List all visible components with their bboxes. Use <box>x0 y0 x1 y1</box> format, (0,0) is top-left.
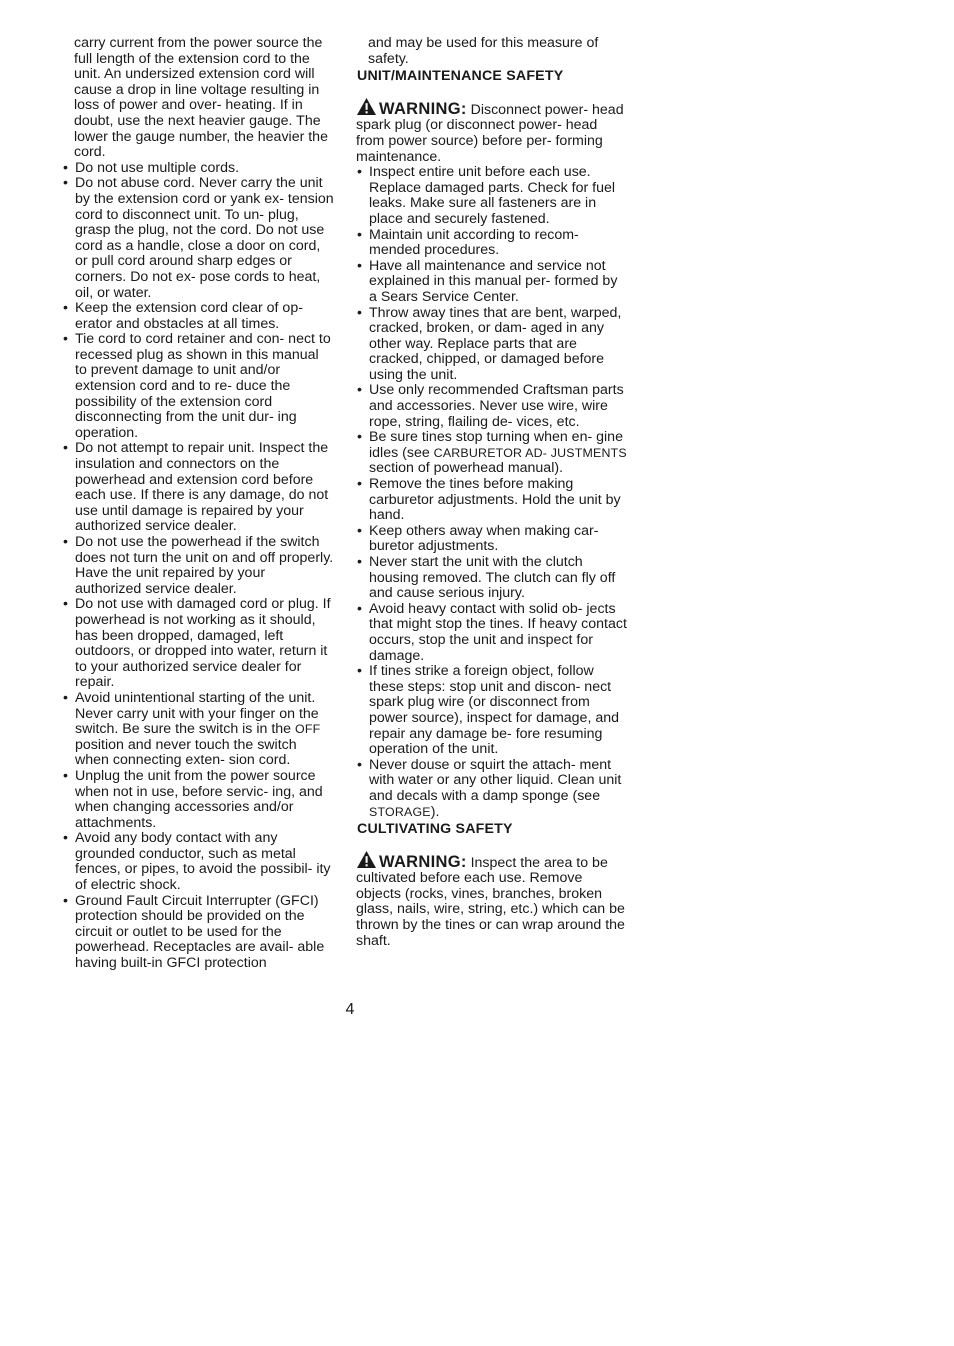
electrical-safety-list <box>62 161 334 972</box>
list-item: • Avoid any body contact with any grounded conductor, such as metal fences, or pipes, to avoid the possibil- ity of electric shock. <box>62 831 334 893</box>
list-item: • Do not attempt to repair unit. Inspect the insulation and connectors on the powerhead and extension cord before each use. If there is any damage, do not use until damage is repaired by your authorized service dealer. <box>62 441 334 535</box>
list-item: • Use only recommended Craftsman parts and accessories. Never use wire, wire rope, string, flailing de- vices, etc. <box>356 383 628 430</box>
list-item: • Keep the extension cord clear of op- erator and obstacles at all times. <box>62 301 334 332</box>
cultivating-warning <box>356 850 628 950</box>
text-run: ). <box>430 803 440 820</box>
list-item: • Do not use multiple cords. <box>62 161 334 177</box>
warning-label: WARNING: <box>379 852 467 871</box>
list-item: • Remove the tines before making carburetor adjustments. Hold the unit by hand. <box>356 477 628 524</box>
text-run: Be sure tines stop turning when en- gine idles (see <box>369 429 623 461</box>
text-run: Avoid unintentional starting of the unit. Never carry unit with your finger on the switch. Be sure the switch is in the <box>75 689 319 738</box>
list-item: • Throw away tines that are bent, warped, cracked, broken, or dam- aged in any other way. Replace parts that are cracked, chipped, or damaged before using the unit. <box>356 306 628 384</box>
list-item <box>62 691 334 769</box>
carburetor-adjustments-ref: CARBURETOR AD- JUSTMENTS <box>433 445 627 460</box>
left-column <box>62 36 334 972</box>
warning-text: Inspect the area to be cultivated before each use. Remove objects (rocks, vines, branches, broken glass, nails, wire, string, etc.) which can be thrown by the tines or can wrap around the shaft. <box>356 854 625 949</box>
list-item: • Do not use with damaged cord or plug. If powerhead is not working as it should, has been dropped, damaged, left outdoors, or dropped into water, return it to your authorized service dealer for repair. <box>62 597 334 691</box>
list-item: • Never start the unit with the clutch housing removed. The clutch can fly off and cause serious injury. <box>356 555 628 602</box>
list-item: • Maintain unit according to recom- mended procedures. <box>356 228 628 259</box>
text-run: Never douse or squirt the attach- ment with water or any other liquid. Clean unit and decals with a damp sponge (see <box>369 756 622 804</box>
storage-ref: STORAGE <box>369 804 431 819</box>
list-item: • Do not abuse cord. Never carry the unit by the extension cord or yank ex- tension cord to disconnect unit. To un- plug, grasp the plug, not the cord. Do not use cord as a handle, close a door on cord, or pull cord around sharp edges or corners. Do not ex- pose cords to heat, oil, or water. <box>62 176 334 301</box>
warning-label: WARNING: <box>379 99 467 118</box>
list-item: • Unplug the unit from the power source when not in use, before servic- ing, and when changing accessories and/or attachments. <box>62 769 334 831</box>
list-item: • Keep others away when making car- buretor adjustments. <box>356 524 628 555</box>
list-item: • Tie cord to cord retainer and con- nect to recessed plug as shown in this manual to prevent damage to unit and/or extension cord and to re- duce the possibility of the extension cord disconnecting from the unit dur- ing operation. <box>62 332 334 441</box>
list-item: • Do not use the powerhead if the switch does not turn the unit on and off properly. Have the unit repaired by your authorized service dealer. <box>62 535 334 597</box>
warning-triangle-icon <box>356 850 377 869</box>
text-run: section of powerhead manual). <box>369 460 564 477</box>
unit-maintenance-heading: UNIT/MAINTENANCE SAFETY <box>357 68 564 85</box>
off-position-term: OFF <box>295 722 321 737</box>
warning-triangle-icon <box>356 97 377 116</box>
list-item: • Inspect entire unit before each use. Replace damaged parts. Check for fuel leaks. Make sure all fasteners are in place and securely fastened. <box>356 165 628 227</box>
text-run: position and never touch the switch when connecting exten- sion cord. <box>75 736 297 769</box>
warning-text: Disconnect power- head spark plug (or disconnect power- head from power source) before per- forming maintenance. <box>356 101 624 165</box>
list-item <box>356 758 628 820</box>
list-item: • Avoid heavy contact with solid ob- jects that might stop the tines. If heavy contact occurs, stop the unit and inspect for damage. <box>356 602 628 664</box>
unit-maintenance-list <box>356 165 628 820</box>
cultivating-safety-heading: CULTIVATING SAFETY <box>357 821 513 838</box>
list-item: • If tines strike a foreign object, follow these steps: stop unit and discon- nect spark plug wire (or disconnect from power source), inspect for damage, and repair any damage be- fore resuming operation of the unit. <box>356 664 628 758</box>
list-item <box>356 430 628 477</box>
extension-cord-continuation: carry current from the power source the full length of the extension cord to the unit. An undersized extension cord will cause a drop in line voltage resulting in loss of power and over- heating. If in doubt, use the next heavier gauge. The lower the gauge number, the heavier the cord. <box>74 35 328 161</box>
list-item: • Have all maintenance and service not explained in this manual per- formed by a Sears Service Center. <box>356 259 628 306</box>
right-column <box>356 36 628 949</box>
gfci-continuation: and may be used for this measure of safety. <box>368 35 599 67</box>
list-item: • Ground Fault Circuit Interrupter (GFCI) protection should be provided on the circuit or outlet to be used for the powerhead. Receptacles are avail- able having built-in GFCI protection <box>62 894 334 972</box>
page-number: 4 <box>345 1001 355 1018</box>
unit-maintenance-warning <box>356 97 628 165</box>
